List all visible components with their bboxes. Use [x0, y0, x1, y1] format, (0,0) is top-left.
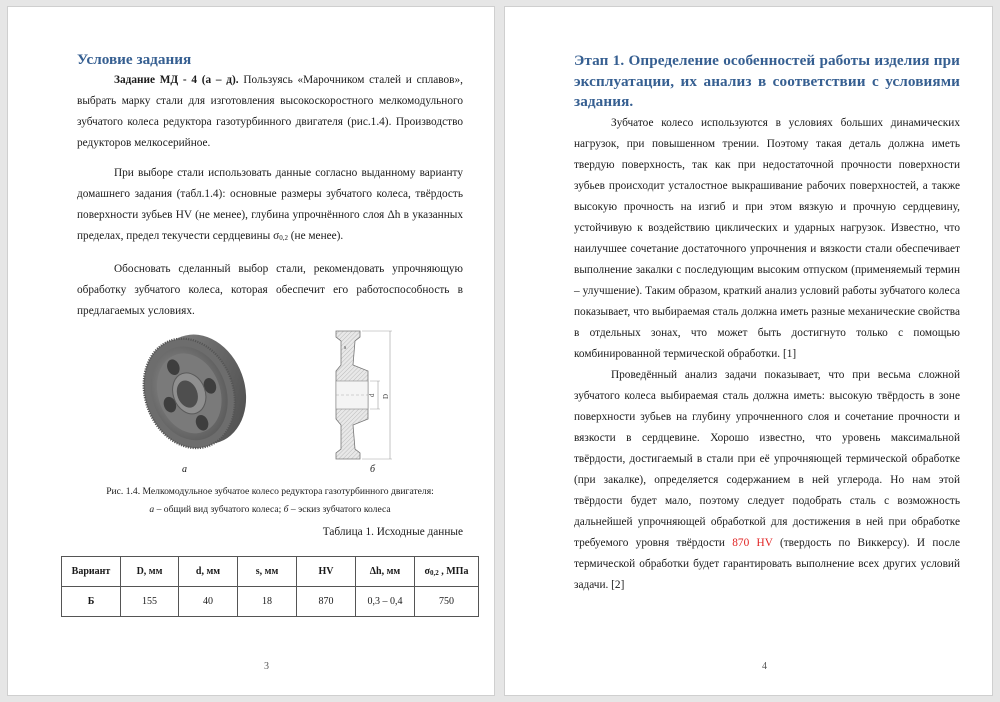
sketch-label-d: d — [368, 393, 376, 397]
caption-b-text: – эскиз зубчатого колеса — [288, 504, 391, 515]
cell-s: 18 — [238, 587, 297, 617]
section-heading-task-conditions: Условие задания — [77, 51, 192, 68]
justify-paragraph: Обосновать сделанный выбор стали, рекомендовать упрочняющую обработку зубчатого колеса, которая обеспечит его работоспособность в предлагаемых условиях. — [77, 263, 463, 317]
section-heading-stage-1: Этап 1. Определение особенностей работы изделия при эксплуатации, их анализ в соответствии с условиями задания. — [574, 52, 960, 110]
cell-variant: Б — [62, 587, 121, 617]
caption-line-2 — [77, 501, 463, 519]
caption-b: б — [283, 504, 289, 515]
figure-label-a: а — [182, 464, 187, 475]
figure-gear — [108, 322, 438, 482]
analysis-paragraph-1: Зубчатое колесо используются в условиях больших динамических нагрузок, при повышенном трении. Поэтому такая деталь должна иметь твердую поверхность, так как при недостаточной прочности поверхности зубьев происходит усталостное выкрашивание рабочих поверхностей, а также высокую прочность на изгиб и при этом вязкую и прочную сердцевину, устойчивую к воздействию циклических и ударных нагрузок. Известно, что наилучшее сочетание достаточного упрочнения и вязкости стали обеспечивает выполнение закалки с последующим высоким отпуском (применяемый термин – улучшение). Таким образом, краткий анализ условий работы зубчатого колеса показывает, что выбираемая сталь должна иметь разные механические свойства в отдельных зонах, что может быть достигнуто только с помощью комбинированной термической обработки. [1] — [574, 116, 960, 360]
task-label: Задание МД - 4 (а – д). — [114, 74, 239, 86]
cell-D: 155 — [121, 587, 179, 617]
hardness-highlight: 870 HV — [732, 536, 773, 549]
source-data-table — [61, 556, 479, 617]
task-text: Пользуясь «Марочником сталей и сплавов», выбрать марку стали для изготовления высокоскоростного мелкомодульного зубчатого колеса редуктора газотурбинного двигателя (рис.1.4). Производство редукторов мелкосерийное. — [77, 74, 463, 149]
page-4-content — [574, 51, 960, 596]
choice-text-end: (не менее). — [287, 230, 344, 242]
cell-delta-h: 0,3 – 0,4 — [356, 587, 415, 617]
table-row — [62, 587, 479, 617]
caption-line-1: Рис. 1.4. Мелкомодульное зубчатое колесо редуктора газотурбинного двигателя: — [106, 486, 434, 497]
sketch-label-s: s — [344, 345, 347, 351]
analysis-paragraph-2 — [574, 365, 960, 596]
cell-HV: 870 — [297, 587, 356, 617]
figure-caption — [77, 483, 463, 519]
document-page-3 — [8, 7, 494, 695]
header-delta-h: Δh, мм — [356, 557, 415, 587]
document-page-4 — [505, 7, 992, 695]
task-paragraph — [77, 70, 463, 154]
sigma-subscript: 0,2 — [279, 234, 288, 242]
sigma-symbol: σ — [424, 566, 430, 577]
header-HV: HV — [297, 557, 356, 587]
figure-label-b: б — [370, 464, 376, 475]
cell-d: 40 — [179, 587, 238, 617]
page-number: 4 — [762, 661, 767, 672]
paragraph-2-text-end: (твердость по Виккерсу). И после термической обработки будет гарантировать выполнение всех других условий задачи. [2] — [574, 536, 960, 591]
header-s: s, мм — [238, 557, 297, 587]
cell-sigma: 750 — [415, 587, 479, 617]
gear-3d-image — [123, 322, 263, 462]
paragraph-2-text: Проведённый анализ задачи показывает, что при весьма сложной зубчатого колеса выбираемая сталь должна иметь: высокую твёрдость в зоне поверхности зубьев на глубину упрочненного слоя и сочетание прочности и вязкости в сердцевине. Хорошо известно, что уровень максимальной твёрдости, достигаемый в стали при её упрочняющей термической обработке (при закалке), определяется содержанием в ней углерода. Но нам этой твёрдости будет мало, поэтому следует подобрать сталь с возможность дальнейшей упрочняющей обработкой для достижения в ней при обработке требуемого уровня твёрдости — [574, 368, 960, 549]
caption-a: а — [149, 504, 155, 515]
table-title: Таблица 1. Исходные данные — [322, 526, 463, 538]
sketch-label-D: D — [382, 393, 390, 399]
choice-paragraph — [77, 163, 463, 249]
header-D: D, мм — [121, 557, 179, 587]
page-number: 3 — [264, 661, 269, 672]
caption-a-text: – общий вид зубчатого колеса; — [154, 504, 284, 515]
page-3-content — [77, 51, 463, 322]
header-variant: Вариант — [62, 557, 121, 587]
header-d: d, мм — [179, 557, 238, 587]
sigma-unit: , МПа — [438, 566, 469, 577]
choice-text: При выборе стали использовать данные согласно выданному варианту домашнего задания (табл.1.4): основные размеры зубчатого колеса, твёрдость поверхности зубьев HV (не менее), глубина упрочнённого слоя Δh в указанных пределах, предел текучести сердцевины σ — [77, 167, 463, 242]
header-sigma — [415, 557, 479, 587]
sigma-sub: 0,2 — [429, 569, 439, 577]
gear-sketch-drawing — [328, 325, 418, 465]
table-header-row — [62, 557, 479, 587]
